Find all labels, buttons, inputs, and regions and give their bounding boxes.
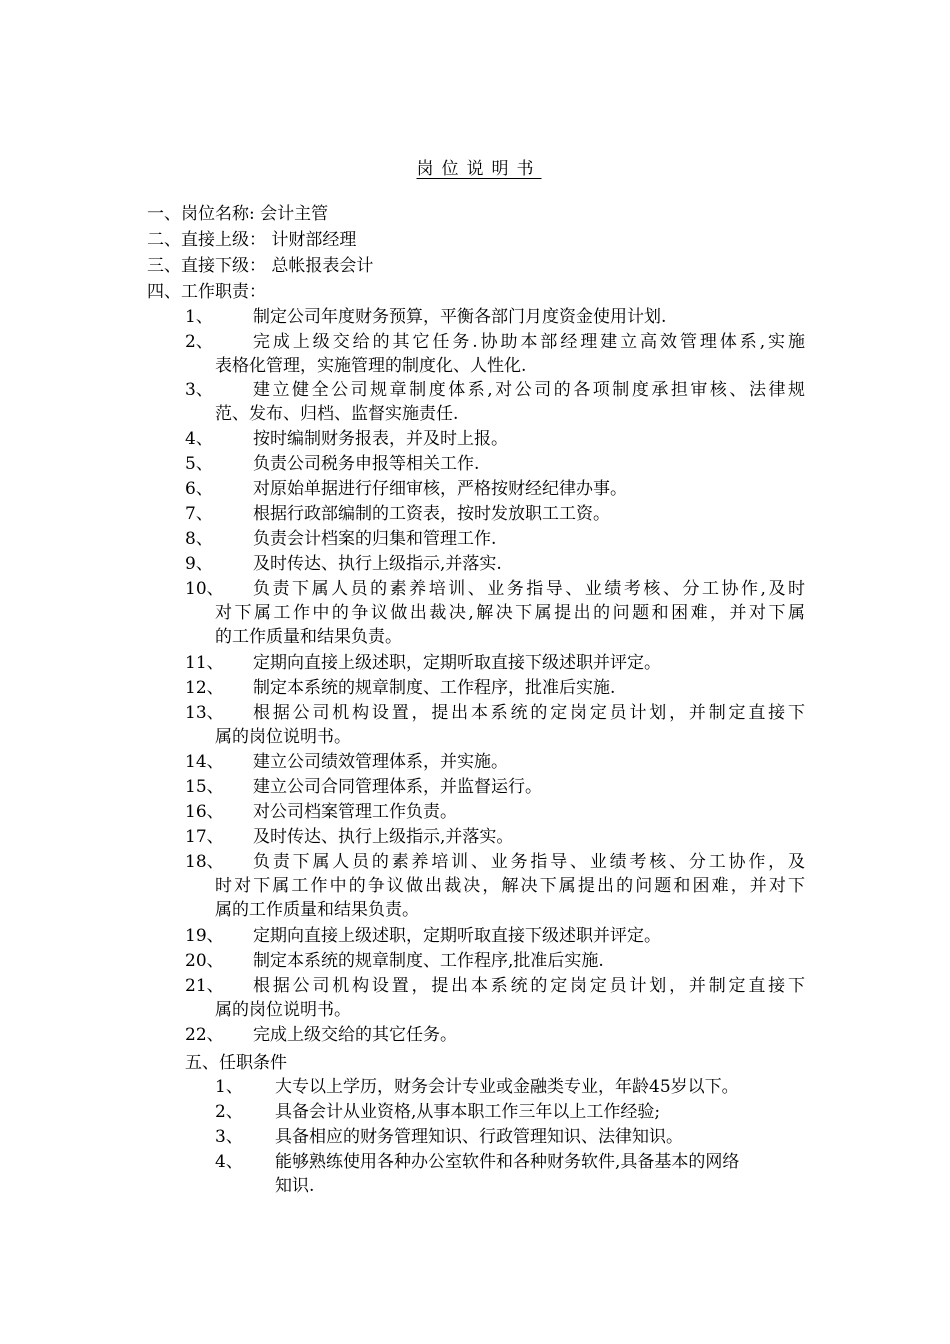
requirement-number: 1、 (215, 1077, 243, 1097)
duty-text: 对公司档案管理工作负责。 (253, 802, 457, 822)
duty-text: 根据公司机构设置，提出本系统的定岗定员计划，并制定直接下 (253, 703, 805, 723)
subordinate-line: 三、直接下级： 总帐报表会计 (147, 256, 374, 276)
duty-number: 10、 (185, 579, 224, 599)
requirement-text: 具备相应的财务管理知识、行政管理知识、法律知识。 (275, 1127, 683, 1147)
duty-item (185, 527, 805, 551)
duty-item (185, 825, 805, 849)
duties-heading: 四、工作职责： (147, 282, 266, 302)
duty-text: 及时传达、执行上级指示,并落实. (253, 554, 502, 574)
duty-item (185, 750, 805, 774)
duty-text: 制定本系统的规章制度、工作程序,批准后实施. (253, 951, 604, 971)
requirement-text: 具备会计从业资格,从事本职工作三年以上工作经验; (275, 1102, 661, 1122)
requirement-number: 3、 (215, 1127, 243, 1147)
superior-line: 二、直接上级： 计财部经理 (147, 230, 357, 250)
duty-text: 范、发布、归档、监督实施责任. (215, 404, 459, 424)
duty-text: 负责公司税务申报等相关工作. (253, 454, 480, 474)
duty-text: 根据行政部编制的工资表，按时发放职工工资。 (253, 504, 610, 524)
duty-text: 建立健全公司规章制度体系,对公司的各项制度承担审核、法律规 (253, 380, 805, 400)
duty-number: 3、 (185, 380, 213, 400)
duty-text: 定期向直接上级述职，定期听取直接下级述职并评定。 (253, 653, 661, 673)
duty-number: 22、 (185, 1025, 224, 1045)
duty-item (185, 1023, 805, 1047)
requirement-item (215, 1075, 809, 1099)
duty-text: 按时编制财务报表，并及时上报。 (253, 429, 508, 449)
duty-number: 17、 (185, 827, 224, 847)
duty-text: 属的工作质量和结果负责。 (215, 900, 419, 920)
duty-item (185, 676, 805, 700)
requirement-text: 知识. (275, 1176, 315, 1196)
duty-item (185, 502, 805, 526)
duty-text: 负责下属人员的素养培训、业务指导、业绩考核、分工协作,及时 (253, 579, 805, 599)
duty-text: 表格化管理，实施管理的制度化、人性化. (215, 356, 527, 376)
document-title: 岗位说明书 (416, 159, 542, 179)
duty-number: 21、 (185, 976, 224, 996)
duty-text: 建立公司绩效管理体系，并实施。 (253, 752, 508, 772)
duty-text: 属的岗位说明书。 (215, 1000, 351, 1020)
duty-item (185, 949, 805, 973)
duty-item (185, 651, 805, 675)
duty-text: 对原始单据进行仔细审核，严格按财经纪律办事。 (253, 479, 627, 499)
duty-text: 完成上级交给的其它任务.协助本部经理建立高效管理体系,实施 (253, 332, 805, 352)
requirement-item (215, 1100, 809, 1124)
duty-number: 11、 (185, 653, 224, 673)
requirement-item (215, 1125, 809, 1149)
duty-item (185, 552, 805, 576)
duty-item (185, 477, 805, 501)
duty-number: 20、 (185, 951, 224, 971)
duty-number: 1、 (185, 307, 213, 327)
duty-text: 定期向直接上级述职，定期听取直接下级述职并评定。 (253, 926, 661, 946)
duty-text: 制定公司年度财务预算，平衡各部门月度资金使用计划. (253, 307, 667, 327)
duty-item (185, 330, 805, 378)
requirement-item (215, 1150, 809, 1198)
duty-number: 7、 (185, 504, 213, 524)
duty-text: 负责会计档案的归集和管理工作. (253, 529, 497, 549)
duty-number: 14、 (185, 752, 224, 772)
requirement-text: 能够熟练使用各种办公室软件和各种财务软件,具备基本的网络 (275, 1152, 740, 1172)
post-name-line: 一、岗位名称: 会计主管 (147, 204, 329, 224)
duty-number: 13、 (185, 703, 224, 723)
duty-text: 属的岗位说明书。 (215, 727, 351, 747)
duty-text: 对下属工作中的争议做出裁决,解决下属提出的问题和困难，并对下属 (215, 603, 805, 623)
duty-item (185, 378, 805, 426)
duty-item (185, 924, 805, 948)
duty-item (185, 775, 805, 799)
duty-text: 的工作质量和结果负责。 (215, 627, 402, 647)
duty-text: 时对下属工作中的争议做出裁决，解决下属提出的问题和困难，并对下 (215, 876, 805, 896)
duty-text: 负责下属人员的素养培训、业务指导、业绩考核、分工协作，及 (253, 852, 805, 872)
duty-number: 6、 (185, 479, 213, 499)
requirement-number: 2、 (215, 1102, 243, 1122)
duty-number: 16、 (185, 802, 224, 822)
duty-item (185, 577, 805, 649)
requirement-text: 大专以上学历，财务会计专业或金融类专业，年龄45岁以下。 (275, 1077, 739, 1097)
duty-text: 制定本系统的规章制度、工作程序，批准后实施. (253, 678, 616, 698)
duty-number: 15、 (185, 777, 224, 797)
requirements-heading: 五、任职条件 (185, 1053, 287, 1073)
duty-number: 19、 (185, 926, 224, 946)
duty-text: 及时传达、执行上级指示,并落实。 (253, 827, 514, 847)
duty-text: 完成上级交给的其它任务。 (253, 1025, 457, 1045)
duty-number: 18、 (185, 852, 224, 872)
duty-number: 4、 (185, 429, 213, 449)
duty-item (185, 452, 805, 476)
duty-item (185, 701, 805, 749)
duty-number: 2、 (185, 332, 213, 352)
duty-text: 根据公司机构设置，提出本系统的定岗定员计划，并制定直接下 (253, 976, 805, 996)
duty-item (185, 974, 805, 1022)
duty-item (185, 800, 805, 824)
duty-number: 5、 (185, 454, 213, 474)
requirement-number: 4、 (215, 1152, 243, 1172)
duty-number: 12、 (185, 678, 224, 698)
duty-number: 9、 (185, 554, 213, 574)
duty-item (185, 850, 805, 922)
duty-item (185, 305, 805, 329)
duty-item (185, 427, 805, 451)
duty-number: 8、 (185, 529, 213, 549)
duty-text: 建立公司合同管理体系，并监督运行。 (253, 777, 542, 797)
